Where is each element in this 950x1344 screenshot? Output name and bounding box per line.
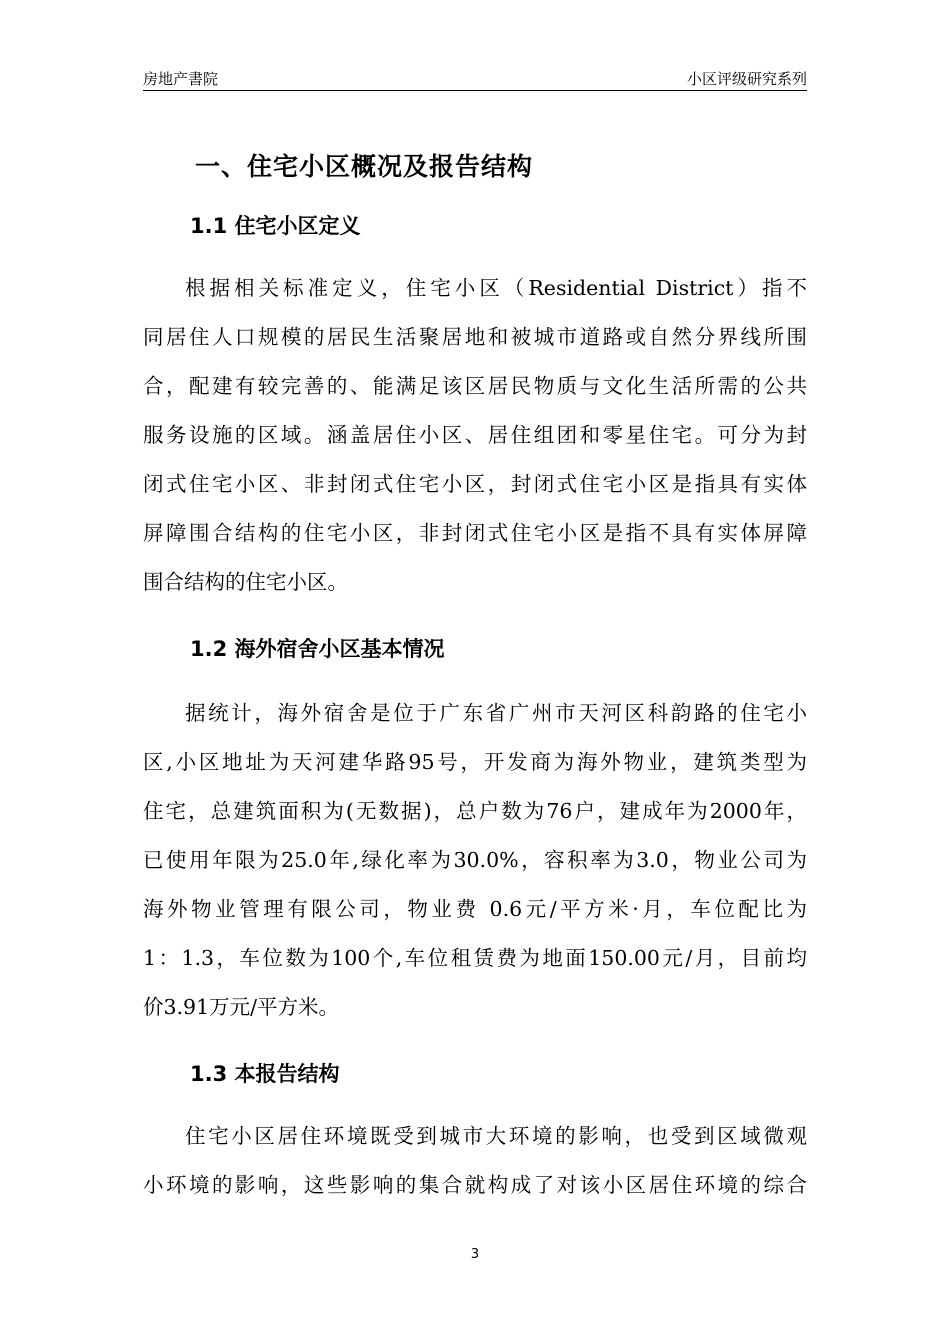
paragraph-line: 闭式住宅小区、非封闭式住宅小区，封闭式住宅小区是指具有实体 xyxy=(143,472,807,496)
paragraph-community-info xyxy=(143,689,807,1032)
paragraph-line: 价3.91万元/平方米。 xyxy=(143,995,340,1019)
paragraph-line: 据统计，海外宿舍是位于广东省广州市天河区科韵路的住宅小 xyxy=(185,701,807,725)
paragraph-definition xyxy=(143,264,807,607)
header-publisher: 房地产書院 xyxy=(143,70,219,88)
subsection-heading-1-1: 1.1 住宅小区定义 xyxy=(190,214,361,238)
paragraph-report-structure xyxy=(143,1112,807,1210)
header-series-title: 小区评级研究系列 xyxy=(686,70,807,88)
paragraph-line: 区,小区地址为天河建华路95号，开发商为海外物业，建筑类型为 xyxy=(143,750,807,774)
paragraph-line: 服务设施的区域。涵盖居住小区、居住组团和零星住宅。可分为封 xyxy=(143,423,807,447)
paragraph-line: 海外物业管理有限公司，物业费 0.6元/平方米·月，车位配比为 xyxy=(143,897,807,921)
subsection-heading-1-2: 1.2 海外宿舍小区基本情况 xyxy=(190,637,445,661)
subsection-heading-1-3: 1.3 本报告结构 xyxy=(190,1062,340,1086)
paragraph-line: 住宅，总建筑面积为(无数据)，总户数为76户，建成年为2000年， xyxy=(143,799,807,823)
paragraph-line: 小环境的影响，这些影响的集合就构成了对该小区居住环境的综合 xyxy=(143,1173,807,1197)
section-title: 一、住宅小区概况及报告结构 xyxy=(195,152,534,181)
page-number: 3 xyxy=(470,1247,480,1262)
paragraph-line: 围合结构的住宅小区。 xyxy=(143,570,348,594)
paragraph-line: 住宅小区居住环境既受到城市大环境的影响，也受到区域微观 xyxy=(185,1124,807,1148)
paragraph-line: 根据相关标准定义，住宅小区（Residential District）指不 xyxy=(185,276,807,300)
paragraph-line: 同居住人口规模的居民生活聚居地和被城市道路或自然分界线所围 xyxy=(143,325,807,349)
page-header xyxy=(143,62,807,91)
paragraph-line: 已使用年限为25.0年,绿化率为30.0%，容积率为3.0，物业公司为 xyxy=(143,848,807,872)
paragraph-line: 1：1.3，车位数为100个,车位租赁费为地面150.00元/月，目前均 xyxy=(143,946,807,970)
paragraph-line: 合，配建有较完善的、能满足该区居民物质与文化生活所需的公共 xyxy=(143,374,807,398)
paragraph-line: 屏障围合结构的住宅小区，非封闭式住宅小区是指不具有实体屏障 xyxy=(143,521,807,545)
